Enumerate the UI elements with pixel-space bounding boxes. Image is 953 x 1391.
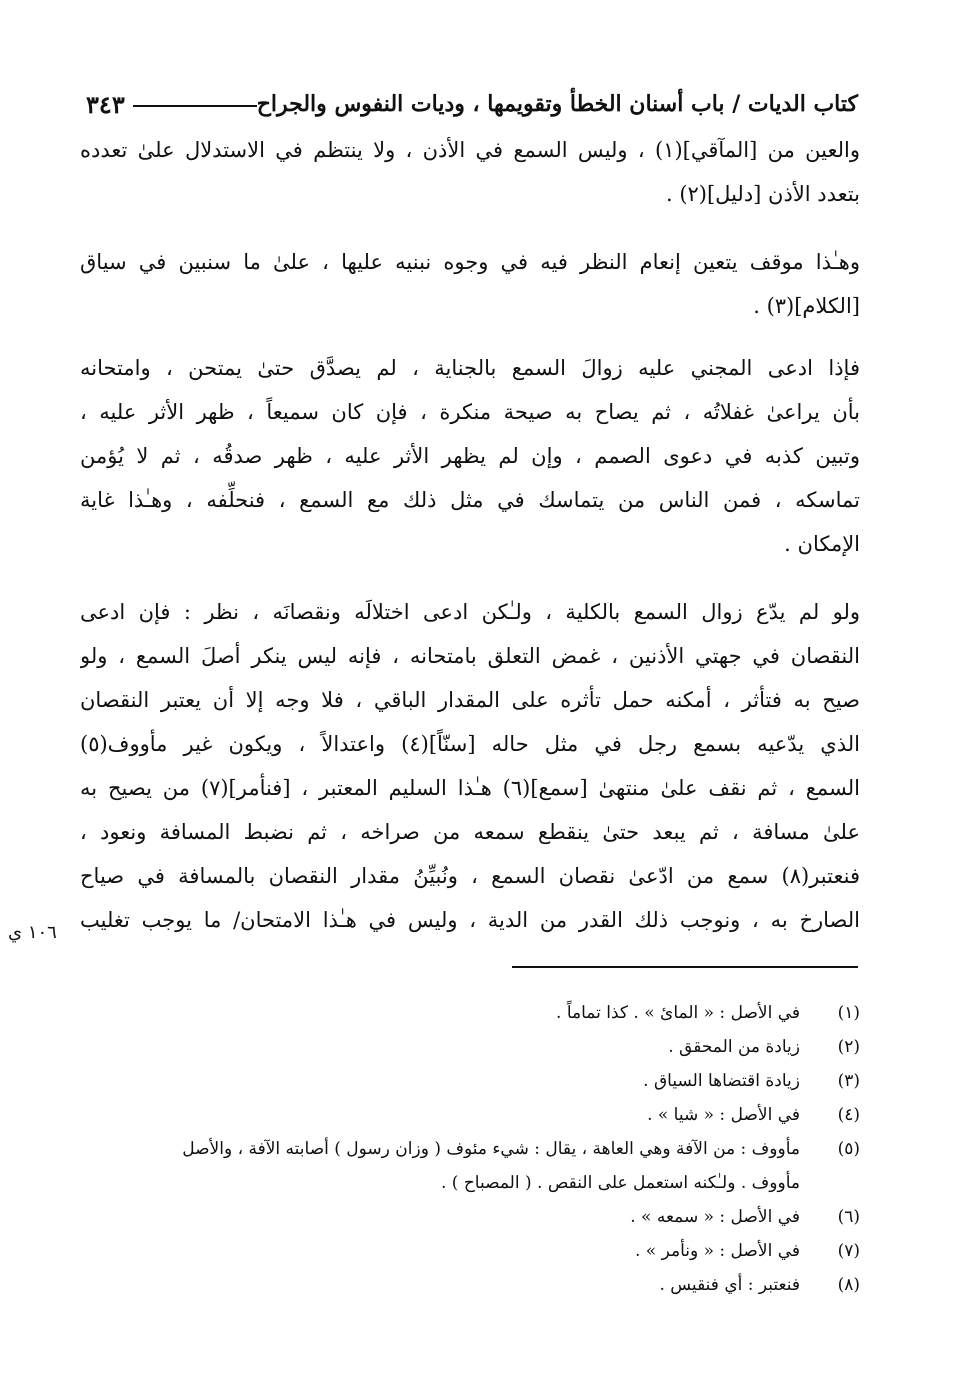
text-line: تماسكه ، فمن الناس من يتماسك في مثل ذلك مع السمع ، فنحلِّفه ، وهـٰذا غاية [80, 488, 860, 512]
footnote [80, 996, 860, 1030]
footnote-text: في الأصل : « ونأمر » . [635, 1241, 800, 1261]
footnote [80, 1030, 860, 1064]
text-line: الذي يدّعيه بسمع رجل في مثل حاله [سنّاً](٤) واعتدالاً ، ويكون غير مأووف(٥) [80, 732, 860, 756]
footnote-text: في الأصل : « شيا » . [647, 1105, 800, 1125]
footnote-text: زيادة اقتضاها السياق . [643, 1071, 800, 1091]
paragraph-1 [80, 128, 860, 216]
text-line: صيح به فتأثر ، أمكنه حمل تأثره على المقدار الباقي ، فلا وجه إلا أن يعتبر النقصان [80, 688, 860, 712]
footnote [80, 1268, 860, 1302]
text-line: الإمكان . [784, 532, 860, 556]
footnote-number: (٨) [837, 1275, 860, 1295]
paragraph-4 [80, 590, 860, 942]
footnote-separator [512, 966, 858, 968]
footnote [80, 1200, 860, 1234]
text-line: وهـٰذا موقف يتعين إنعام النظر فيه في وجوه نبنيه عليها ، علىٰ ما سنبين في سياق [80, 250, 860, 274]
text-line: ولو لم يدّع زوال السمع بالكلية ، ولـٰكن ادعى اختلالَه ونقصانَه ، نظر : فإن ادعى [80, 600, 860, 624]
header-rule [133, 105, 257, 107]
text-line: بتعدد الأذن [دليل](٢) . [665, 182, 860, 206]
footnote-text: في الأصل : « المائ » . كذا تماماً . [556, 1003, 800, 1023]
footnote-text: مأووف : من الآفة وهي العاهة ، يقال : شيء مئوف ( وزان رسول ) أصابته الآفة ، والأصل [182, 1139, 800, 1159]
footnote-text: فنعتبر : أي فنقيس . [659, 1275, 800, 1295]
text-line: النقصان في جهتي الأذنين ، غمض التعلق بامتحانه ، فإنه ليس ينكر أصلَ السمع ، ولو [80, 644, 860, 668]
footnotes [80, 996, 860, 1302]
running-header [86, 84, 858, 124]
text-line: الصارخ به ، ونوجب ذلك القدر من الدية ، وليس في هـٰذا الامتحان/ ما يوجب تغليب [80, 908, 860, 932]
footnote [80, 1132, 860, 1166]
paragraph-3 [80, 346, 860, 566]
footnote [80, 1064, 860, 1098]
margin-manuscript-note: ١٠٦ ي [8, 922, 57, 943]
footnote-number: (١) [837, 1003, 860, 1023]
page-number: ٣٤٣ [86, 89, 125, 119]
footnote-text: في الأصل : « سمعه » . [630, 1207, 800, 1227]
footnote [80, 1234, 860, 1268]
footnote-number: (٢) [837, 1037, 860, 1057]
text-line: السمع ، ثم نقف علىٰ منتهىٰ [سمع](٦) هـٰذا السليم المعتبر ، [فنأمر](٧) من يصيح به [80, 776, 860, 800]
text-line: [الكلام](٣) . [753, 294, 860, 318]
footnote-number: (٣) [837, 1071, 860, 1091]
footnote-number: (٦) [837, 1207, 860, 1227]
footnote-number: (٧) [837, 1241, 860, 1261]
text-line: فإذا ادعى المجني عليه زوالَ السمع بالجناية ، لم يصدَّق حتىٰ يمتحن ، وامتحانه [80, 356, 860, 380]
footnote-number: (٥) [837, 1139, 860, 1159]
footnote-number: (٤) [837, 1105, 860, 1125]
text-line: فنعتبر(٨) سمع من ادّعىٰ نقصان السمع ، ونُبيِّنُ مقدار النقصان بالمسافة في صياح [80, 864, 860, 888]
text-line: علىٰ مسافة ، ثم يبعد حتىٰ ينقطع سمعه من صراخه ، ثم نضبط المسافة ونعود ، [80, 820, 860, 844]
footnote [80, 1098, 860, 1132]
text-line: وتبين كذبه في دعوى الصمم ، وإن لم يظهر الأثر عليه ، ظهر صدقُه ، ثم لا يُؤمن [80, 444, 860, 468]
footnote-text: زيادة من المحقق . [668, 1037, 800, 1057]
text-line: بأن يراعىٰ غفلاتُه ، ثم يصاح به صيحة منكرة ، فإن كان سميعاً ، ظهر الأثر عليه ، [80, 400, 860, 424]
footnote-continuation: مأووف . ولـٰكنه استعمل على النقص . ( المصباح ) . [440, 1173, 800, 1193]
text-line: والعين من [المآقي](١) ، وليس السمع في الأذن ، ولا ينتظم في الاستدلال علىٰ تعدده [80, 138, 860, 162]
paragraph-2 [80, 240, 860, 328]
header-number-group [86, 90, 257, 119]
header-title: كتاب الديات / باب أسنان الخطأ وتقويمها ، وديات النفوس والجراح [256, 91, 858, 117]
